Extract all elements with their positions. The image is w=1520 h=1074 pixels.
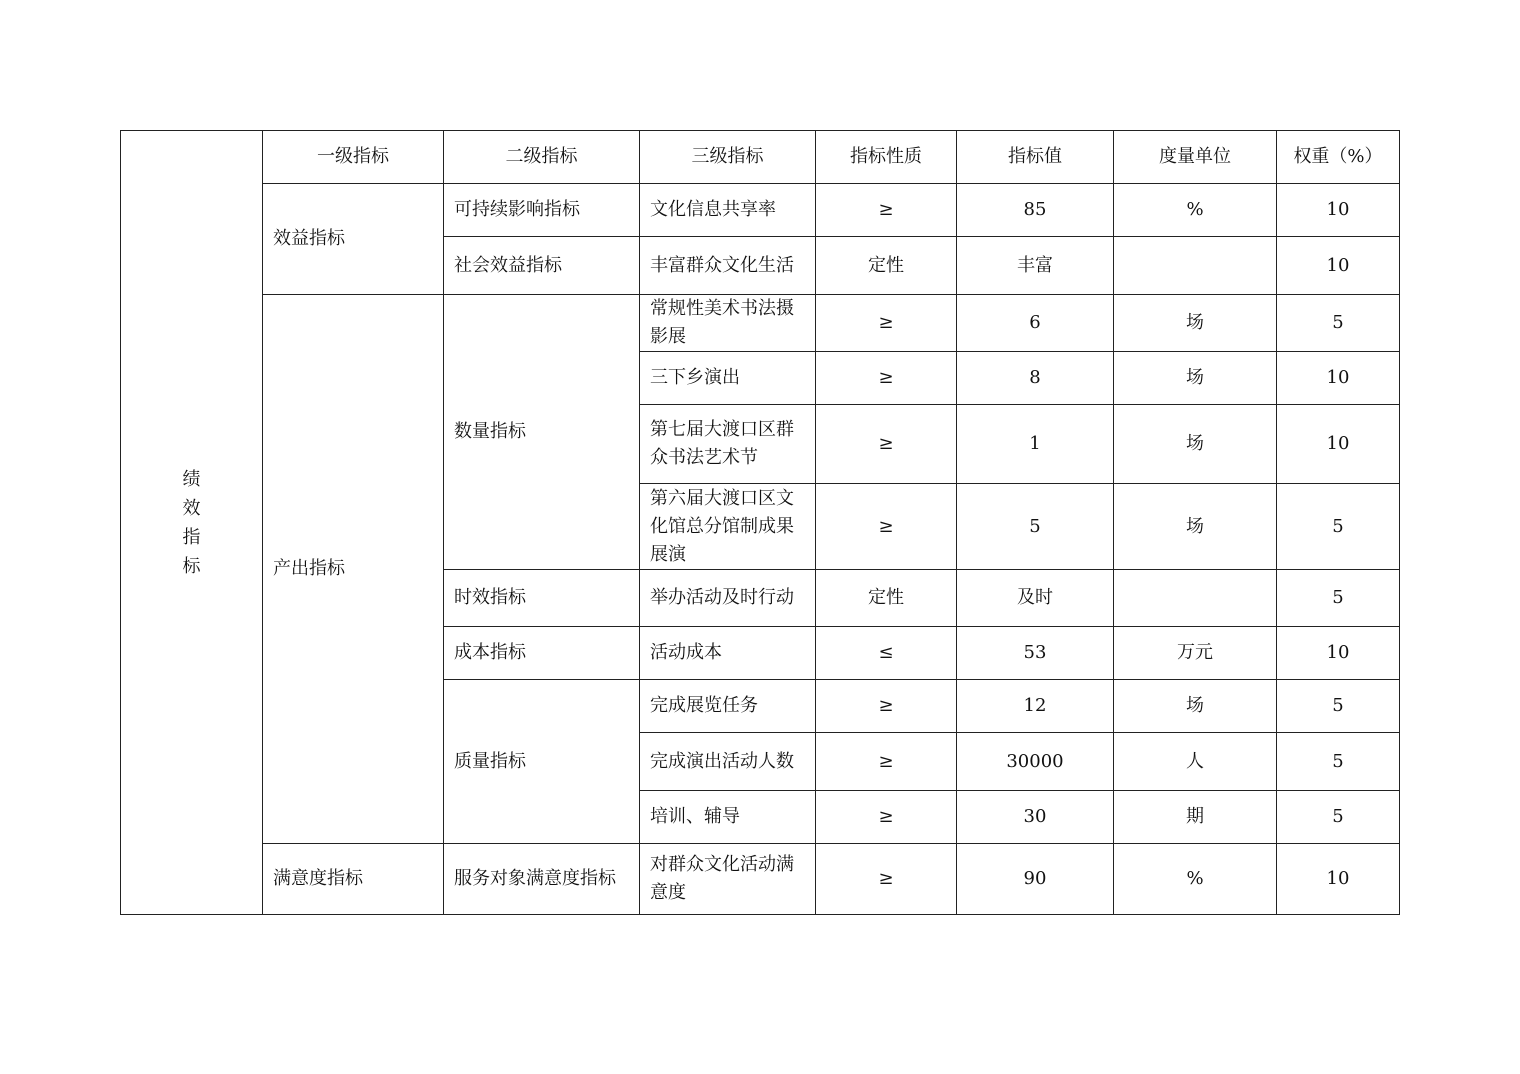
nature-cell: 定性 <box>816 570 957 627</box>
nature-cell: ≥ <box>816 295 957 352</box>
weight-cell: 5 <box>1277 733 1400 791</box>
weight-cell: 5 <box>1277 791 1400 844</box>
side-label-char: 指 <box>182 526 201 548</box>
weight-cell: 5 <box>1277 570 1400 627</box>
value-cell: 及时 <box>957 570 1114 627</box>
weight-cell: 10 <box>1277 405 1400 484</box>
subgroup-quality: 质量指标 <box>444 680 640 844</box>
unit-cell: % <box>1114 844 1277 915</box>
unit-cell: 万元 <box>1114 627 1277 680</box>
weight-cell: 5 <box>1277 484 1400 570</box>
value-cell: 1 <box>957 405 1114 484</box>
nature-cell: ≥ <box>816 791 957 844</box>
nature-cell: ≥ <box>816 484 957 570</box>
nature-cell: ≤ <box>816 627 957 680</box>
side-label-char: 标 <box>182 555 201 577</box>
nature-cell: ≥ <box>816 352 957 405</box>
level3-cell: 活动成本 <box>640 627 816 680</box>
level3-cell: 三下乡演出 <box>640 352 816 405</box>
subgroup-quantity: 数量指标 <box>444 295 640 570</box>
header-nature: 指标性质 <box>816 131 957 184</box>
nature-cell: 定性 <box>816 237 957 295</box>
unit-cell: 场 <box>1114 405 1277 484</box>
subgroup-cost: 成本指标 <box>444 627 640 680</box>
value-cell: 30000 <box>957 733 1114 791</box>
value-cell: 丰富 <box>957 237 1114 295</box>
weight-cell: 5 <box>1277 680 1400 733</box>
nature-cell: ≥ <box>816 733 957 791</box>
value-cell: 12 <box>957 680 1114 733</box>
weight-cell: 10 <box>1277 184 1400 237</box>
subgroup-service: 服务对象满意度指标 <box>444 844 640 915</box>
subgroup-social: 社会效益指标 <box>444 237 640 295</box>
side-label-char: 绩 <box>182 468 201 490</box>
subgroup-timeliness: 时效指标 <box>444 570 640 627</box>
level3-cell: 第六届大渡口区文化馆总分馆制成果展演 <box>640 484 816 570</box>
value-cell: 53 <box>957 627 1114 680</box>
group-output: 产出指标 <box>263 295 444 844</box>
header-unit: 度量单位 <box>1114 131 1277 184</box>
level3-cell: 完成展览任务 <box>640 680 816 733</box>
table-row <box>121 844 1400 915</box>
unit-cell: 场 <box>1114 484 1277 570</box>
value-cell: 8 <box>957 352 1114 405</box>
table-header-row <box>121 131 1400 184</box>
subgroup-sustainable: 可持续影响指标 <box>444 184 640 237</box>
unit-cell <box>1114 570 1277 627</box>
level3-cell: 第七届大渡口区群众书法艺术节 <box>640 405 816 484</box>
header-level2: 二级指标 <box>444 131 640 184</box>
unit-cell: 场 <box>1114 295 1277 352</box>
performance-indicator-table <box>120 130 1400 915</box>
level3-cell: 文化信息共享率 <box>640 184 816 237</box>
value-cell: 30 <box>957 791 1114 844</box>
level3-cell: 常规性美术书法摄影展 <box>640 295 816 352</box>
nature-cell: ≥ <box>816 680 957 733</box>
weight-cell: 10 <box>1277 844 1400 915</box>
table-row <box>121 184 1400 237</box>
header-value: 指标值 <box>957 131 1114 184</box>
nature-cell: ≥ <box>816 844 957 915</box>
nature-cell: ≥ <box>816 405 957 484</box>
unit-cell <box>1114 237 1277 295</box>
header-level1: 一级指标 <box>263 131 444 184</box>
value-cell: 5 <box>957 484 1114 570</box>
value-cell: 6 <box>957 295 1114 352</box>
nature-cell: ≥ <box>816 184 957 237</box>
level3-cell: 完成演出活动人数 <box>640 733 816 791</box>
unit-cell: 期 <box>1114 791 1277 844</box>
unit-cell: 人 <box>1114 733 1277 791</box>
weight-cell: 5 <box>1277 295 1400 352</box>
level3-cell: 对群众文化活动满意度 <box>640 844 816 915</box>
weight-cell: 10 <box>1277 352 1400 405</box>
weight-cell: 10 <box>1277 237 1400 295</box>
unit-cell: % <box>1114 184 1277 237</box>
unit-cell: 场 <box>1114 352 1277 405</box>
value-cell: 90 <box>957 844 1114 915</box>
unit-cell: 场 <box>1114 680 1277 733</box>
side-label-char: 效 <box>182 497 201 519</box>
level3-cell: 举办活动及时行动 <box>640 570 816 627</box>
level3-cell: 丰富群众文化生活 <box>640 237 816 295</box>
group-satisfaction: 满意度指标 <box>263 844 444 915</box>
group-benefit: 效益指标 <box>263 184 444 295</box>
header-level3: 三级指标 <box>640 131 816 184</box>
weight-cell: 10 <box>1277 627 1400 680</box>
table-row <box>121 295 1400 352</box>
header-weight: 权重（%） <box>1277 131 1400 184</box>
side-label-cell <box>121 131 263 915</box>
level3-cell: 培训、辅导 <box>640 791 816 844</box>
value-cell: 85 <box>957 184 1114 237</box>
